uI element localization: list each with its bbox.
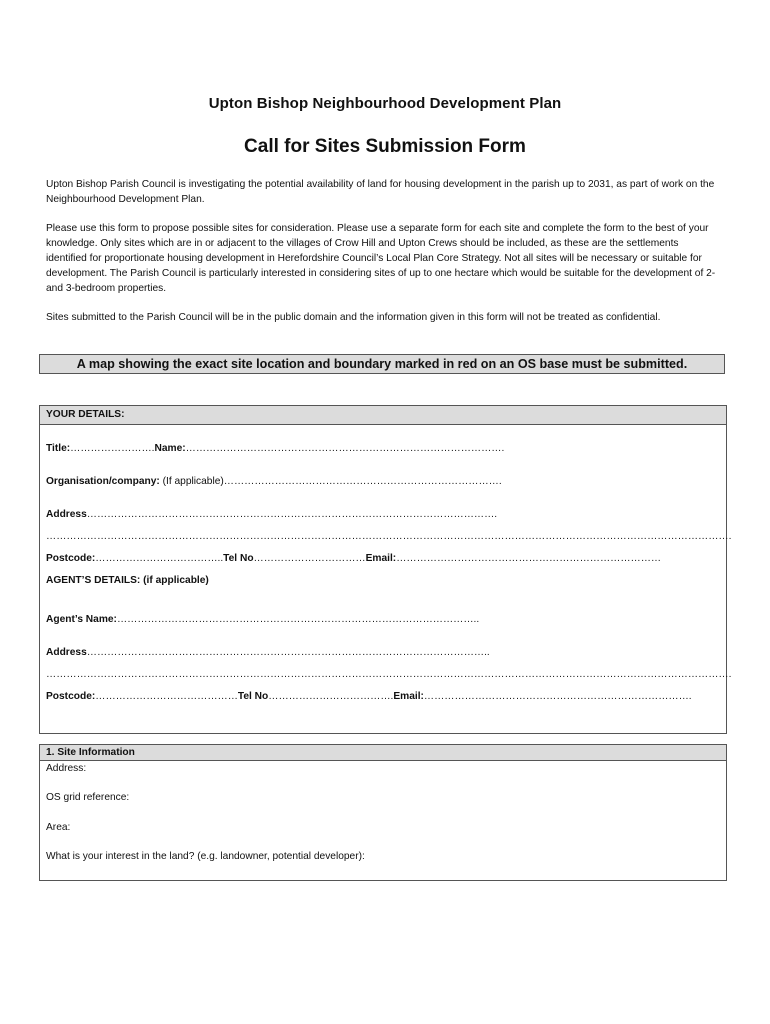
address-row: [46, 509, 497, 520]
os-grid-reference-field[interactable]: OS grid reference:: [46, 792, 130, 803]
organisation-field[interactable]: ……………………………………………………………………….: [223, 476, 502, 487]
name-field[interactable]: ………………………………………………………………………………….: [185, 443, 505, 454]
agent-address-row: [46, 647, 490, 658]
your-details-heading: YOUR DETAILS:: [40, 406, 726, 425]
title-name-row: [46, 443, 504, 454]
contact-row: [46, 553, 661, 564]
plan-title: Upton Bishop Neighbourhood Development Plan: [208, 95, 562, 112]
agent-tel-field[interactable]: ……………………………….: [268, 691, 394, 702]
agent-email-field[interactable]: …………………………………………………………………….: [423, 691, 692, 702]
agent-postcode-field[interactable]: ……………………………………: [95, 691, 238, 702]
postcode-label: Postcode:: [46, 553, 96, 564]
title-field[interactable]: …………………….: [70, 443, 155, 454]
address-field[interactable]: ………………………………………………………………………………………………………….: [86, 509, 498, 520]
agent-tel-label: Tel No: [237, 691, 269, 702]
organisation-label: Organisation/company:: [46, 476, 160, 487]
area-field[interactable]: Area:: [46, 822, 71, 833]
email-label: Email:: [365, 553, 397, 564]
form-title: Call for Sites Submission Form: [244, 136, 526, 157]
agent-name-field[interactable]: ……………………………………………………………………………………………..: [116, 614, 480, 625]
postcode-field[interactable]: ………………………………..: [95, 553, 224, 564]
intro-paragraph-3: Sites submitted to the Parish Council will be in the public domain and the information given in this form will not be treated as confidential.: [46, 312, 661, 323]
title-label: Title:: [46, 443, 71, 454]
site-address-field[interactable]: Address:: [46, 763, 87, 774]
agent-address-field[interactable]: ………………………………………………………………………………………………………..: [86, 647, 490, 658]
agent-address-line-2[interactable]: ………………………………………………………………………………………………………………………………………………………………………………….: [46, 669, 732, 680]
site-information-heading: 1. Site Information: [40, 745, 726, 761]
address-line-2[interactable]: ………………………………………………………………………………………………………………………………………………………………………………….: [46, 531, 732, 542]
intro-paragraph-1: Upton Bishop Parish Council is investigating the potential availability of land for housing development in the parish up to 2031, as part of work on the Neighbourhood Development Plan.: [46, 179, 715, 205]
organisation-hint: (If applicable): [159, 476, 224, 487]
tel-label: Tel No: [223, 553, 254, 564]
agent-email-label: Email:: [393, 691, 424, 702]
agent-details-heading: AGENT’S DETAILS: (if applicable): [46, 575, 209, 586]
intro-paragraph-2: Please use this form to propose possible sites for consideration. Please use a separate form for each site and complete the form to the best of your knowledge. Only sites which are in or adjacent to the villages of Crow Hill and Upton Crews should be included, as these are the settlements identified for proportionate housing development in Herefordshire Council’s Local Plan Core Strategy. Not all sites will be necessary or suitable for development. The Parish Council is particularly interested in considering sites of up to one hectare which would be suitable for the development of 2- and 3-bedroom properties.: [46, 223, 716, 294]
agent-contact-row: [46, 691, 692, 702]
agent-name-row: [46, 614, 479, 625]
address-label: Address: [46, 509, 87, 520]
organisation-row: [46, 476, 502, 487]
name-label: Name:: [154, 443, 186, 454]
agent-postcode-label: Postcode:: [46, 691, 96, 702]
map-requirement-banner: A map showing the exact site location and boundary marked in red on an OS base must be submitted.: [39, 354, 725, 374]
email-field[interactable]: ……………………………………………………………………: [396, 553, 662, 564]
agent-address-label: Address: [46, 647, 87, 658]
interest-in-land-field[interactable]: What is your interest in the land? (e.g. landowner, potential developer):: [46, 851, 365, 862]
agent-name-label: Agent’s Name:: [46, 614, 117, 625]
details-box: [39, 405, 732, 734]
tel-field[interactable]: ……………………………: [253, 553, 366, 564]
